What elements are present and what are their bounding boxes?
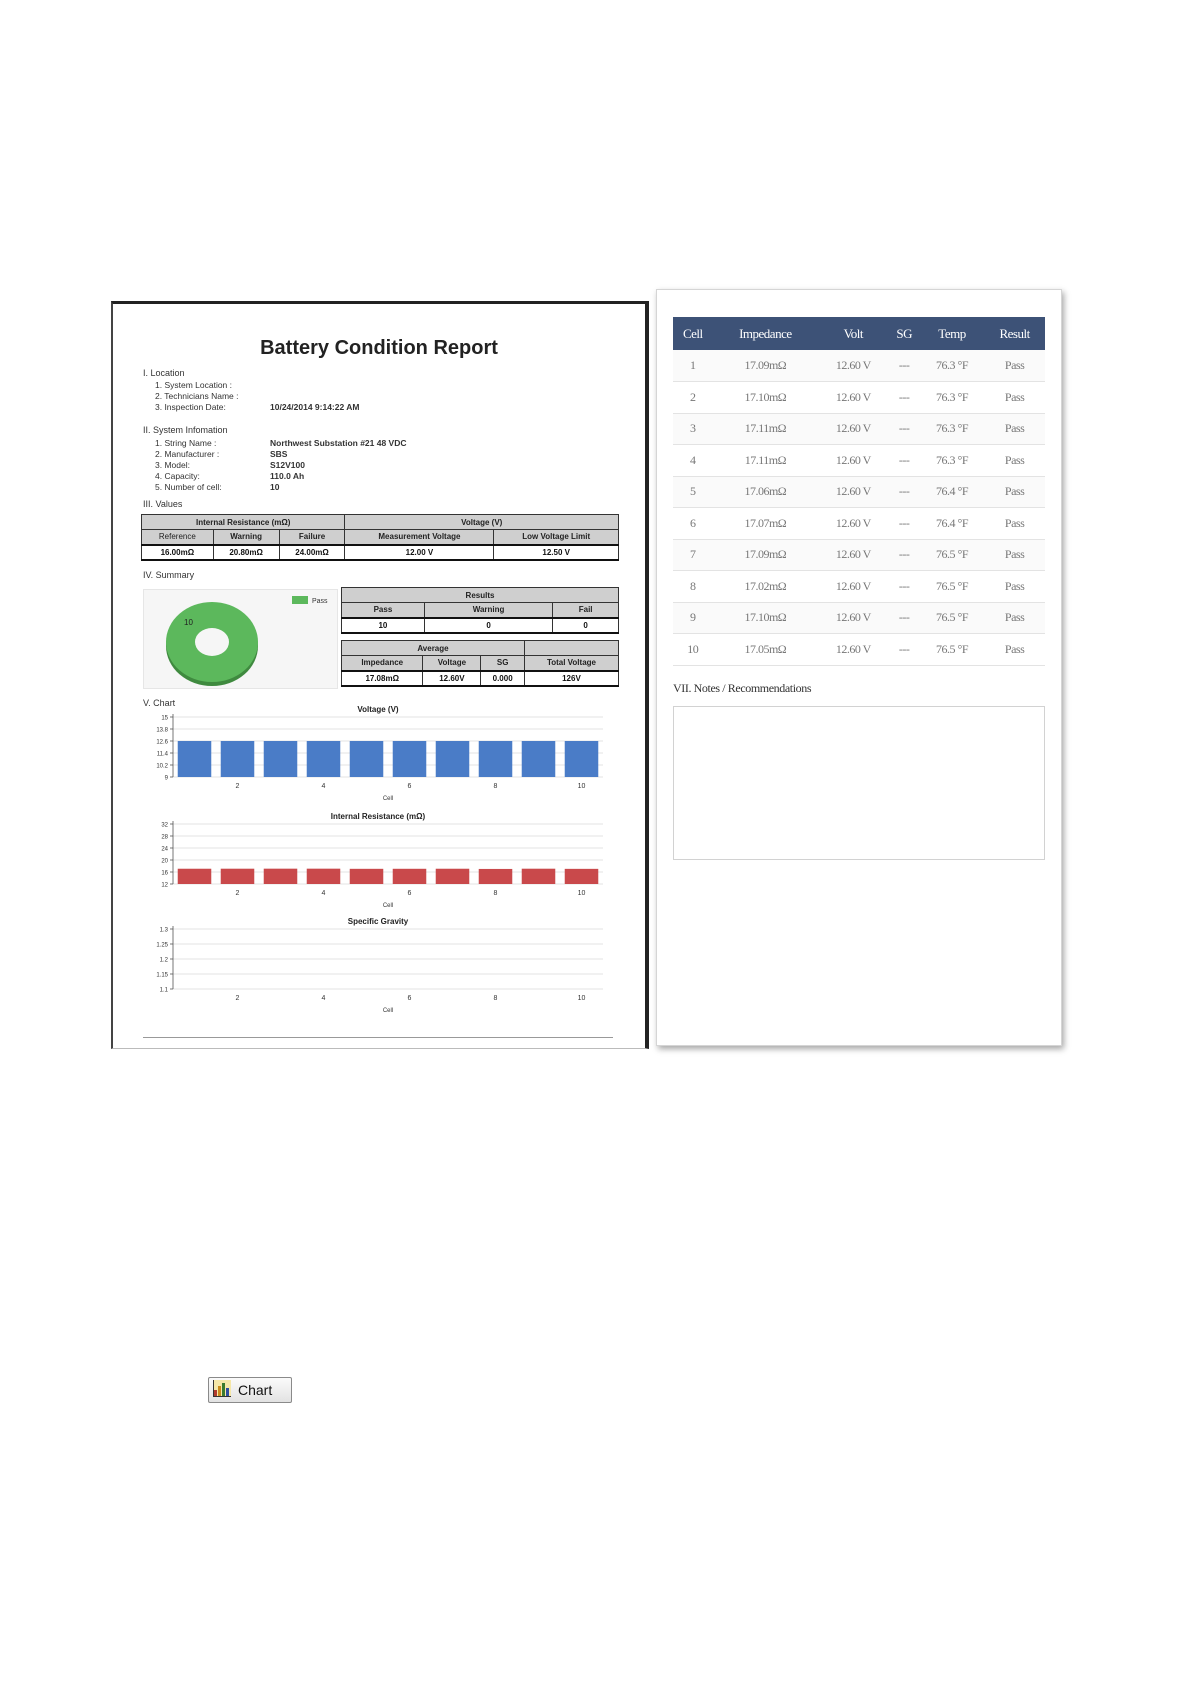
cell-result-value: Pass xyxy=(984,571,1045,603)
low-voltage-limit-value: 12.50 V xyxy=(494,545,619,560)
cell-data-page xyxy=(656,289,1062,1046)
results-table xyxy=(341,587,619,634)
reference-value: 16.00mΩ xyxy=(142,545,214,560)
technician-label: 2. Technicians Name : xyxy=(155,391,239,401)
chart-button[interactable] xyxy=(208,1377,292,1403)
table-row xyxy=(673,476,1045,508)
table-row xyxy=(673,571,1045,603)
resistance-group-header: Internal Resistance (mΩ) xyxy=(142,515,345,530)
donut-label: 10 xyxy=(184,618,193,627)
bar-cell-1 xyxy=(178,869,212,884)
cell-sg-value: --- xyxy=(888,602,919,634)
cell-temp-value: 76.5 °F xyxy=(920,539,984,571)
bar-cell-5 xyxy=(350,869,384,884)
cell-volt-value: 12.60 V xyxy=(818,539,888,571)
cell-count-label: 5. Number of cell: xyxy=(155,482,222,492)
cell-sg-value: --- xyxy=(888,508,919,540)
inspection-date-label: 3. Inspection Date: xyxy=(155,402,226,412)
y-tick-label: 15 xyxy=(161,715,168,722)
bar-cell-8 xyxy=(479,869,513,884)
cell-count-value: 10 xyxy=(270,482,280,492)
y-tick-label: 1.3 xyxy=(159,927,168,934)
cell-temp-value: 76.4 °F xyxy=(920,476,984,508)
cell-impedance-value: 17.11mΩ xyxy=(713,413,819,445)
results-warning-header: Warning xyxy=(424,603,552,618)
x-tick-label: 6 xyxy=(407,783,412,790)
x-tick-label: 2 xyxy=(235,890,240,897)
capacity-label: 4. Capacity: xyxy=(155,471,200,481)
warning-value: 20.80mΩ xyxy=(213,545,279,560)
cell-volt-value: 12.60 V xyxy=(818,382,888,414)
y-tick-label: 1.25 xyxy=(156,942,168,949)
y-tick-label: 20 xyxy=(161,858,168,865)
cell-sg-value: --- xyxy=(888,382,919,414)
cell-volt-value: 12.60 V xyxy=(818,634,888,666)
average-title-spacer xyxy=(524,641,618,656)
bar-cell-7 xyxy=(436,741,470,777)
cell-temp-value: 76.3 °F xyxy=(920,350,984,382)
cell-cell-value: 9 xyxy=(673,602,713,634)
cell-temp-value: 76.3 °F xyxy=(920,382,984,414)
x-tick-label: 8 xyxy=(493,995,498,1002)
bar-cell-4 xyxy=(307,869,341,884)
table-row xyxy=(673,445,1045,477)
results-pass-value: 10 xyxy=(342,618,425,633)
cell-temp-value: 76.4 °F xyxy=(920,508,984,540)
summary-donut-panel xyxy=(143,589,338,689)
cell-sg-value: --- xyxy=(888,539,919,571)
string-name-value: Northwest Substation #21 48 VDC xyxy=(270,438,407,448)
report-title: Battery Condition Report xyxy=(260,337,498,359)
avg-impedance-value: 17.08mΩ xyxy=(342,671,423,686)
cell-impedance-value: 17.10mΩ xyxy=(713,382,819,414)
col-cell: Cell xyxy=(673,317,713,350)
cell-result-value: Pass xyxy=(984,382,1045,414)
internal-resistance-chart xyxy=(143,809,613,914)
inspection-date-value: 10/24/2014 9:14:22 AM xyxy=(270,402,360,412)
model-value: S12V100 xyxy=(270,460,305,470)
cell-volt-value: 12.60 V xyxy=(818,476,888,508)
voltage-chart xyxy=(143,702,613,807)
x-tick-label: 2 xyxy=(235,783,240,790)
y-tick-label: 10.2 xyxy=(156,763,168,770)
location-heading: I. Location xyxy=(143,368,185,378)
legend-swatch xyxy=(292,596,308,604)
total-voltage-header: Total Voltage xyxy=(524,656,618,671)
x-axis-label: Cell xyxy=(382,796,394,802)
y-tick-label: 12.6 xyxy=(156,739,168,746)
cell-volt-value: 12.60 V xyxy=(818,413,888,445)
results-title: Results xyxy=(342,588,619,603)
warning-header: Warning xyxy=(213,530,279,545)
bar-cell-10 xyxy=(565,869,599,884)
reference-header: Reference xyxy=(142,530,214,545)
bar-cell-1 xyxy=(178,741,212,777)
failure-value: 24.00mΩ xyxy=(279,545,345,560)
y-tick-label: 9 xyxy=(164,775,168,782)
bar-cell-8 xyxy=(479,741,513,777)
battery-condition-report xyxy=(111,301,649,1049)
values-heading: III. Values xyxy=(143,499,183,509)
avg-impedance-header: Impedance xyxy=(342,656,423,671)
specific-gravity-chart xyxy=(143,914,613,1019)
y-tick-label: 13.8 xyxy=(156,727,168,734)
results-warning-value: 0 xyxy=(424,618,552,633)
y-tick-label: 32 xyxy=(161,822,168,829)
cell-cell-value: 8 xyxy=(673,571,713,603)
table-row xyxy=(673,602,1045,634)
x-tick-label: 2 xyxy=(235,995,240,1002)
cell-rows xyxy=(673,350,1045,665)
cell-cell-value: 2 xyxy=(673,382,713,414)
cell-impedance-value: 17.10mΩ xyxy=(713,602,819,634)
notes-title: VII. Notes / Recommendations xyxy=(673,681,812,695)
cell-cell-value: 6 xyxy=(673,508,713,540)
cell-temp-value: 76.5 °F xyxy=(920,602,984,634)
cell-sg-value: --- xyxy=(888,476,919,508)
bar-cell-9 xyxy=(522,869,556,884)
cell-result-value: Pass xyxy=(984,634,1045,666)
cell-cell-value: 1 xyxy=(673,350,713,382)
location-label: 1. System Location : xyxy=(155,380,233,390)
string-name-label: 1. String Name : xyxy=(155,438,217,448)
col-impedance: Impedance xyxy=(713,317,819,350)
cell-cell-value: 3 xyxy=(673,413,713,445)
col-result: Result xyxy=(984,317,1045,350)
y-tick-label: 11.4 xyxy=(156,751,168,758)
col-temp: Temp xyxy=(920,317,984,350)
notes-box xyxy=(673,706,1045,860)
results-fail-header: Fail xyxy=(553,603,619,618)
cell-sg-value: --- xyxy=(888,445,919,477)
cell-impedance-value: 17.09mΩ xyxy=(713,539,819,571)
bar-chart-icon xyxy=(213,1380,231,1400)
x-tick-label: 4 xyxy=(321,783,326,790)
system-fields xyxy=(155,438,575,496)
col-sg: SG xyxy=(888,317,919,350)
cell-result-value: Pass xyxy=(984,445,1045,477)
bar-cell-2 xyxy=(221,869,255,884)
chart-button-label: Chart xyxy=(238,1382,273,1398)
table-row xyxy=(673,382,1045,414)
x-tick-label: 10 xyxy=(577,783,586,790)
table-row xyxy=(673,350,1045,382)
chart-title: Internal Resistance (mΩ) xyxy=(330,812,426,821)
bar-cell-3 xyxy=(264,741,298,777)
pass-donut-chart xyxy=(144,590,339,690)
cell-volt-value: 12.60 V xyxy=(818,602,888,634)
table-row xyxy=(673,508,1045,540)
bar-cell-6 xyxy=(393,741,427,777)
cell-result-value: Pass xyxy=(984,508,1045,540)
cell-result-value: Pass xyxy=(984,476,1045,508)
x-axis-label: Cell xyxy=(382,1008,394,1014)
location-fields xyxy=(155,380,575,416)
avg-voltage-value: 12.60V xyxy=(423,671,481,686)
cell-cell-value: 4 xyxy=(673,445,713,477)
cell-impedance-value: 17.09mΩ xyxy=(713,350,819,382)
cell-sg-value: --- xyxy=(888,350,919,382)
table-row xyxy=(673,413,1045,445)
low-voltage-limit-header: Low Voltage Limit xyxy=(494,530,619,545)
y-tick-label: 1.1 xyxy=(159,987,168,994)
chart-heading: V. Chart xyxy=(143,698,176,708)
bar-cell-3 xyxy=(264,869,298,884)
cell-cell-value: 7 xyxy=(673,539,713,571)
table-row xyxy=(673,539,1045,571)
cell-cell-value: 5 xyxy=(673,476,713,508)
cell-sg-value: --- xyxy=(888,571,919,603)
capacity-value: 110.0 Ah xyxy=(270,471,305,481)
measurement-voltage-header: Measurement Voltage xyxy=(345,530,494,545)
chart-title: Specific Gravity xyxy=(347,917,409,926)
col-volt: Volt xyxy=(818,317,888,350)
failure-header: Failure xyxy=(279,530,345,545)
values-table xyxy=(141,514,619,561)
cell-result-value: Pass xyxy=(984,539,1045,571)
cell-volt-value: 12.60 V xyxy=(818,508,888,540)
cell-sg-value: --- xyxy=(888,413,919,445)
cell-temp-value: 76.5 °F xyxy=(920,571,984,603)
x-tick-label: 4 xyxy=(321,890,326,897)
bar-cell-4 xyxy=(307,741,341,777)
bar-cell-7 xyxy=(436,869,470,884)
x-tick-label: 8 xyxy=(493,783,498,790)
cell-sg-value: --- xyxy=(888,634,919,666)
cell-result-value: Pass xyxy=(984,602,1045,634)
bar-cell-10 xyxy=(565,741,599,777)
bar-cell-6 xyxy=(393,869,427,884)
y-tick-label: 12 xyxy=(161,882,168,889)
cell-impedance-value: 17.11mΩ xyxy=(713,445,819,477)
system-heading: II. System Infomation xyxy=(143,425,228,435)
voltage-group-header: Voltage (V) xyxy=(345,515,619,530)
average-table xyxy=(341,640,619,687)
x-tick-label: 6 xyxy=(407,890,412,897)
bar-cell-9 xyxy=(522,741,556,777)
cell-impedance-value: 17.06mΩ xyxy=(713,476,819,508)
report-footer-rule xyxy=(143,1037,613,1038)
average-title: Average xyxy=(342,641,525,656)
y-tick-label: 1.2 xyxy=(159,957,168,964)
y-tick-label: 1.15 xyxy=(156,972,168,979)
cell-impedance-value: 17.05mΩ xyxy=(713,634,819,666)
cell-temp-value: 76.5 °F xyxy=(920,634,984,666)
summary-heading: IV. Summary xyxy=(143,570,195,580)
cell-volt-value: 12.60 V xyxy=(818,571,888,603)
cell-impedance-value: 17.07mΩ xyxy=(713,508,819,540)
bar-cell-5 xyxy=(350,741,384,777)
donut-hole xyxy=(195,628,229,656)
y-tick-label: 16 xyxy=(161,870,168,877)
model-label: 3. Model: xyxy=(155,460,190,470)
cell-temp-value: 76.3 °F xyxy=(920,445,984,477)
cell-result-value: Pass xyxy=(984,350,1045,382)
x-tick-label: 4 xyxy=(321,995,326,1002)
x-tick-label: 10 xyxy=(577,890,586,897)
chart-title: Voltage (V) xyxy=(357,705,399,714)
x-tick-label: 10 xyxy=(577,995,586,1002)
manufacturer-label: 2. Manufacturer : xyxy=(155,449,220,459)
manufacturer-value: SBS xyxy=(270,449,288,459)
avg-sg-header: SG xyxy=(481,656,525,671)
y-tick-label: 28 xyxy=(161,834,168,841)
cell-measurements-table xyxy=(673,317,1045,666)
cell-volt-value: 12.60 V xyxy=(818,445,888,477)
cell-cell-value: 10 xyxy=(673,634,713,666)
cell-impedance-value: 17.02mΩ xyxy=(713,571,819,603)
x-tick-label: 8 xyxy=(493,890,498,897)
legend-label: Pass xyxy=(312,598,328,605)
y-tick-label: 24 xyxy=(161,846,168,853)
x-axis-label: Cell xyxy=(382,903,394,909)
cell-temp-value: 76.3 °F xyxy=(920,413,984,445)
cell-volt-value: 12.60 V xyxy=(818,350,888,382)
results-fail-value: 0 xyxy=(553,618,619,633)
results-pass-header: Pass xyxy=(342,603,425,618)
measurement-voltage-value: 12.00 V xyxy=(345,545,494,560)
avg-sg-value: 0.000 xyxy=(481,671,525,686)
bar-cell-2 xyxy=(221,741,255,777)
cell-result-value: Pass xyxy=(984,413,1045,445)
avg-voltage-header: Voltage xyxy=(423,656,481,671)
table-row xyxy=(673,634,1045,666)
total-voltage-value: 126V xyxy=(524,671,618,686)
x-tick-label: 6 xyxy=(407,995,412,1002)
